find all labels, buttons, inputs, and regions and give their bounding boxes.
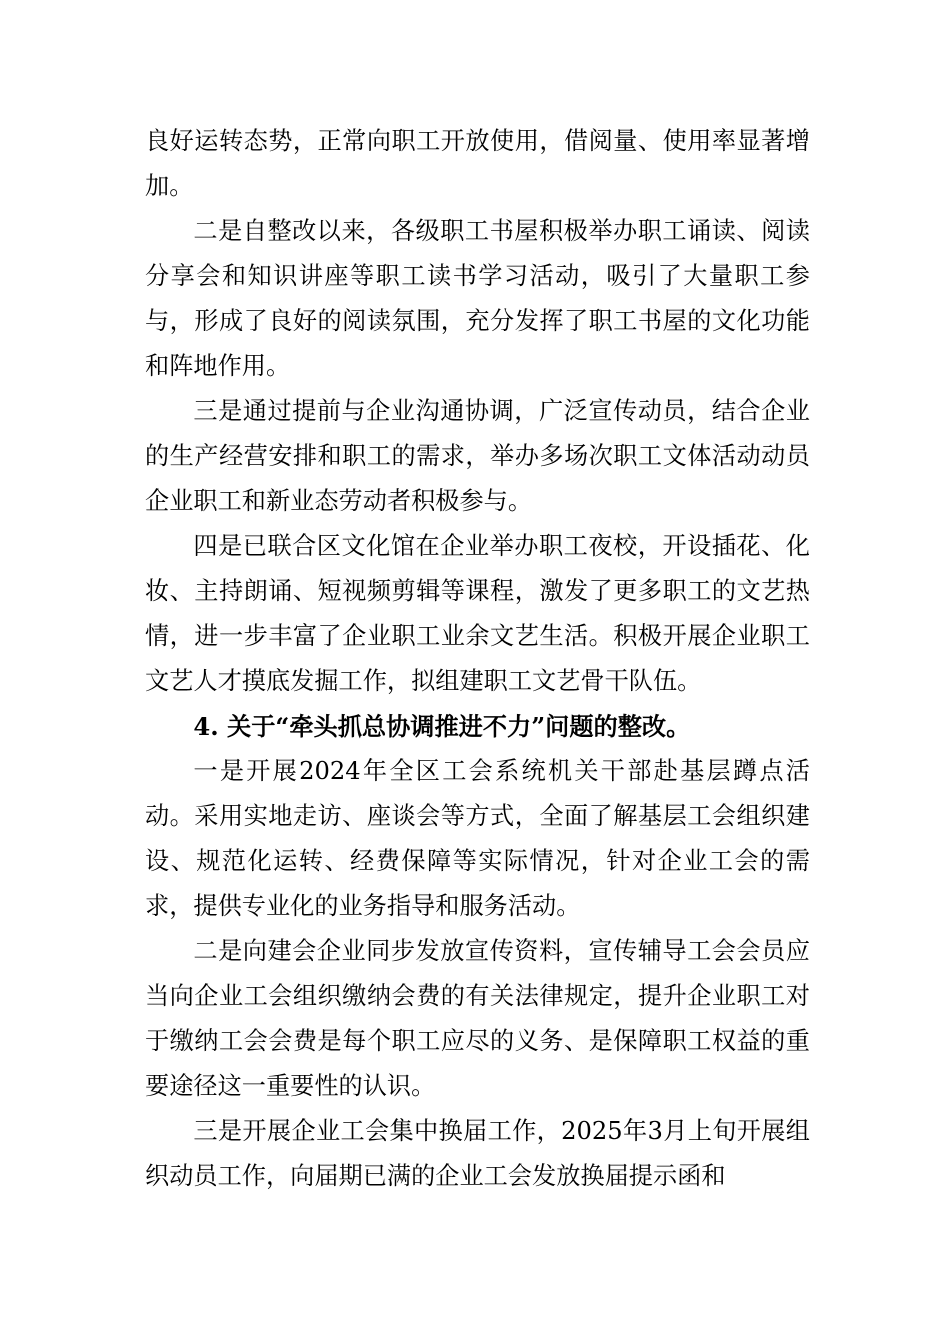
- section-heading: 4. 关于“牵头抓总协调推进不力”问题的整改。: [193, 712, 691, 741]
- paragraph-reading-activities: 二是自整改以来，各级职工书屋积极举办职工诵读、阅读分享会和知识讲座等职工读书学习活动，吸引了大量职工参与，形成了良好的阅读氛围，充分发挥了职工书屋的文化功能和阵地作用。: [145, 217, 810, 380]
- paragraph-grassroots-visit: 一是开展2024年全区工会系统机关干部赴基层蹲点活动。采用实地走访、座谈会等方式，全面了解基层工会组织建设、规范化运转、经费保障等实际情况，针对企业工会的需求，提供专业化的业务指导和服务活动。: [145, 757, 810, 920]
- paragraph-night-school: 四是已联合区文化馆在企业举办职工夜校，开设插花、化妆、主持朗诵、短视频剪辑等课程，激发了更多职工的文艺热情，进一步丰富了企业职工业余文艺生活。积极开展企业职工文艺人才摸底发掘工作，拟组建职工文艺骨干队伍。: [145, 532, 810, 695]
- paragraph-union-election: 三是开展企业工会集中换届工作，2025年3月上旬开展组织动员工作，向届期已满的企业工会发放换届提示函和: [145, 1117, 810, 1190]
- paragraph-continuation: 良好运转态势，正常向职工开放使用，借阅量、使用率显著增加。: [145, 127, 810, 200]
- paragraph-dues-publicity: 二是向建会企业同步发放宣传资料，宣传辅导工会会员应当向企业工会组织缴纳会费的有关法律规定，提升企业职工对于缴纳工会会费是每个职工应尽的义务、是保障职工权益的重要途径这一重要性的认识。: [145, 937, 810, 1100]
- paragraph-cultural-activities: 三是通过提前与企业沟通协调，广泛宣传动员，结合企业的生产经营安排和职工的需求，举办多场次职工文体活动动员企业职工和新业态劳动者积极参与。: [145, 397, 810, 515]
- document-page: [145, 119, 810, 1199]
